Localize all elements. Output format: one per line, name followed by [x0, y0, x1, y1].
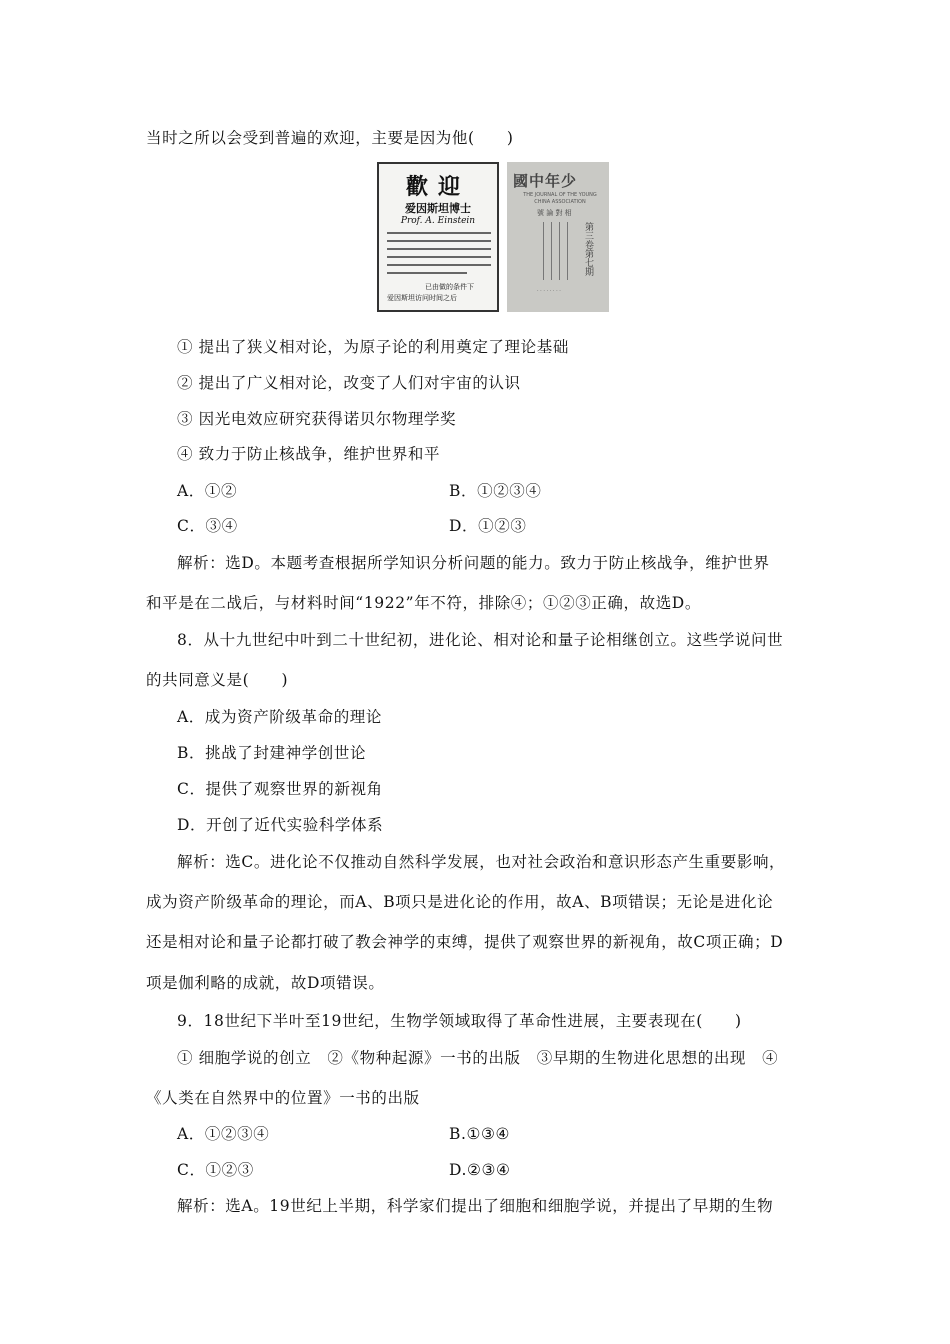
- q9-stem: 9．18世纪下半叶至19世纪，生物学领域取得了革命性进展，主要表现在( ): [177, 1012, 742, 1030]
- journal-footer: · · · · · · · ·: [537, 288, 561, 294]
- q9-option-c: C．①②③: [177, 1161, 254, 1179]
- journal-cover-image: [507, 162, 609, 312]
- welcome-poster-image: [377, 162, 499, 312]
- q7-item-4: ④ 致力于防止核战争，维护世界和平: [177, 445, 441, 463]
- q7-option-c: C．③④: [177, 517, 238, 535]
- q7-option-d: D．①②③: [449, 517, 527, 535]
- q9-items-line-2: 《人类在自然界中的位置》一书的出版: [146, 1089, 420, 1107]
- journal-column-line: [559, 222, 560, 280]
- poster-footer: 爱因斯坦访问时间之后: [387, 294, 457, 302]
- q7-figures: [377, 162, 609, 312]
- journal-subtitle: 號 論 對 相: [537, 209, 572, 217]
- poster-text-line: [387, 256, 491, 258]
- q7-stem-tail: 当时之所以会受到普遍的欢迎，主要是因为他( ): [146, 129, 514, 147]
- poster-text-line: [387, 240, 491, 242]
- poster-title: 歡迎: [405, 174, 470, 200]
- q7-analysis-line-2: 和平是在二战后，与材料时间“1922”年不符，排除④；①②③正确，故选D。: [146, 594, 701, 612]
- q9-items-line-1: ① 细胞学说的创立 ②《物种起源》一书的出版 ③早期的生物进化思想的出现 ④: [177, 1049, 779, 1067]
- poster-text-line: [387, 232, 491, 234]
- q8-analysis-line-2: 成为资产阶级革命的理论，而A、B项只是进化论的作用，故A、B项错误；无论是进化论: [146, 893, 774, 911]
- q7-analysis-line-1: 解析：选D。本题考查根据所学知识分析问题的能力。致力于防止核战争，维护世界: [177, 554, 770, 572]
- q7-option-a: A．①②: [177, 482, 238, 500]
- journal-volume: 第三卷第七期: [583, 222, 593, 276]
- q7-item-3: ③ 因光电效应研究获得诺贝尔物理学奖: [177, 410, 457, 428]
- journal-title: 國中年少: [513, 172, 578, 190]
- q7-option-b: B．①②③④: [449, 482, 542, 500]
- q8-analysis-line-1: 解析：选C。进化论不仅推动自然科学发展，也对社会政治和意识形态产生重要影响，: [177, 853, 786, 871]
- q8-option-b: B．挑战了封建神学创世论: [177, 744, 367, 762]
- q9-option-a: A．①②③④: [177, 1125, 270, 1143]
- poster-text-line: [387, 264, 491, 266]
- poster-subtitle: 爱因斯坦博士: [405, 202, 471, 215]
- poster-name: Prof. A. Einstein: [400, 216, 476, 226]
- poster-signature: 已由做的条件下: [425, 283, 474, 291]
- journal-english-title: THE JOURNAL OF THE YOUNG CHINA ASSOCIATION: [523, 192, 597, 205]
- q9-analysis-line-1: 解析：选A。19世纪上半期，科学家们提出了细胞和细胞学说，并提出了早期的生物: [177, 1197, 774, 1215]
- journal-column-line: [567, 222, 568, 280]
- q8-stem-line-1: 8．从十九世纪中叶到二十世纪初，进化论、相对论和量子论相继创立。这些学说问世: [177, 631, 784, 649]
- q9-option-d: D.②③④: [449, 1161, 511, 1179]
- q9-option-b: B.①③④: [449, 1125, 511, 1143]
- q8-option-d: D．开创了近代实验科学体系: [177, 816, 384, 834]
- q8-option-c: C．提供了观察世界的新视角: [177, 780, 383, 798]
- q8-stem-line-2: 的共同意义是( ): [146, 671, 289, 689]
- poster-text-line: [387, 248, 491, 250]
- q7-item-1: ① 提出了狭义相对论，为原子论的利用奠定了理论基础: [177, 338, 569, 356]
- q7-item-2: ② 提出了广义相对论，改变了人们对宇宙的认识: [177, 374, 521, 392]
- q8-analysis-line-4: 项是伽利略的成就，故D项错误。: [146, 974, 385, 992]
- poster-text-line: [387, 272, 467, 274]
- journal-column-line: [551, 222, 552, 280]
- q8-analysis-line-3: 还是相对论和量子论都打破了教会神学的束缚，提供了观察世界的新视角，故C项正确；D: [146, 933, 784, 951]
- journal-column-line: [543, 222, 544, 280]
- q8-option-a: A．成为资产阶级革命的理论: [177, 708, 382, 726]
